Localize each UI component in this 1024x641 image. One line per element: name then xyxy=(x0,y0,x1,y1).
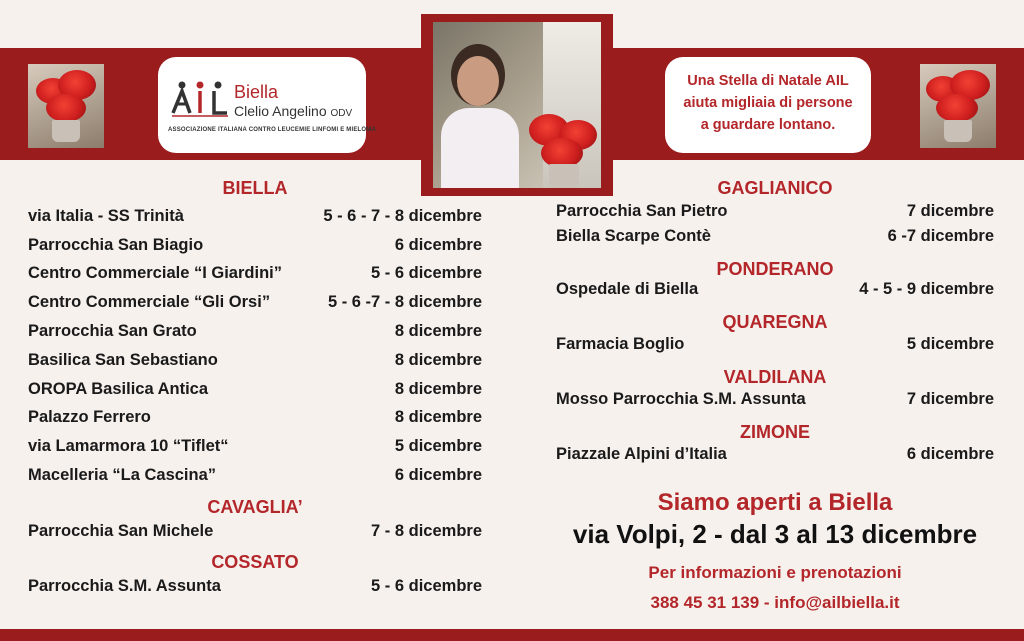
open-address: via Volpi, 2 - dal 3 al 13 dicembre xyxy=(572,519,978,549)
list-item-place: Biella Scarpe Contè xyxy=(556,227,711,245)
list-item-dates: 7 dicembre xyxy=(906,390,994,408)
slogan-line-2: aiuta migliaia di persone xyxy=(683,95,853,111)
section-heading-cossato: COSSATO xyxy=(211,552,299,572)
list-item-place: via Italia - SS Trinità xyxy=(28,207,184,225)
ail-logo-card xyxy=(158,57,376,153)
list-item-place: OROPA Basilica Antica xyxy=(28,380,209,398)
list-item-place: Centro Commerciale “I Giardini” xyxy=(28,264,282,282)
poinsettia-photo-left xyxy=(28,64,104,148)
list-item-dates: 8 dicembre xyxy=(394,380,482,398)
list-item-dates: 8 dicembre xyxy=(394,322,482,340)
list-item-dates: 5 - 6 dicembre xyxy=(371,264,482,282)
list-item-place: Macelleria “La Cascina” xyxy=(28,466,217,484)
section-heading-ponderano: PONDERANO xyxy=(716,259,834,279)
logo-subtitle-name: Clelio Angelino xyxy=(234,103,327,119)
ail-logo-icon xyxy=(170,79,230,117)
list-item-dates: 5 - 6 -7 - 8 dicembre xyxy=(327,293,482,311)
contact-line: 388 45 31 139 - info@ailbiella.it xyxy=(650,593,900,612)
list-item-place: Parrocchia San Grato xyxy=(28,322,197,340)
bottom-red-band xyxy=(0,629,1024,641)
list-item-dates: 6 dicembre xyxy=(906,445,994,463)
logo-odv: ODV xyxy=(330,108,353,119)
list-item-place: via Lamarmora 10 “Tiflet“ xyxy=(28,437,229,455)
list-item-place: Palazzo Ferrero xyxy=(28,408,151,426)
section-heading-zimone: ZIMONE xyxy=(740,422,810,442)
list-item-place: Centro Commerciale “Gli Orsi” xyxy=(28,293,271,311)
logo-title: Biella xyxy=(234,82,279,102)
list-item-dates: 5 dicembre xyxy=(394,437,482,455)
list-item-dates: 8 dicembre xyxy=(394,408,482,426)
list-item-place: Parrocchia San Michele xyxy=(28,522,214,540)
list-item-dates: 5 dicembre xyxy=(906,335,994,353)
section-heading-quaregna: QUAREGNA xyxy=(722,312,828,332)
poinsettia-photo-right xyxy=(920,64,996,148)
list-item-place: Piazzale Alpini d’Italia xyxy=(556,445,727,463)
section-heading-cavaglia: CAVAGLIA’ xyxy=(207,497,303,517)
list-item-dates: 7 - 8 dicembre xyxy=(371,522,482,540)
list-item-dates: 5 - 6 - 7 - 8 dicembre xyxy=(323,207,482,225)
logo-subtitle xyxy=(234,103,352,119)
section-heading-biella: BIELLA xyxy=(222,178,288,198)
campaign-photo xyxy=(433,22,601,188)
list-item-dates: 6 dicembre xyxy=(394,466,482,484)
list-item-dates: 5 - 6 dicembre xyxy=(371,577,482,595)
open-title: Siamo aperti a Biella xyxy=(657,489,893,516)
list-item-dates: 8 dicembre xyxy=(394,351,482,369)
list-item-place: Ospedale di Biella xyxy=(556,280,699,298)
section-heading-valdilana: VALDILANA xyxy=(723,367,827,387)
list-item-place: Farmacia Boglio xyxy=(556,335,685,353)
list-item-dates: 4 - 5 - 9 dicembre xyxy=(859,280,994,298)
list-item-place: Parrocchia San Biagio xyxy=(28,236,204,254)
info-heading: Per informazioni e prenotazioni xyxy=(648,563,902,582)
list-item-place: Parrocchia S.M. Assunta xyxy=(28,577,221,595)
logo-association-line: ASSOCIAZIONE ITALIANA CONTRO LEUCEMIE LINFOMI E MIELOMA xyxy=(168,127,376,133)
slogan-card xyxy=(665,57,871,153)
list-item-place: Basilica San Sebastiano xyxy=(28,351,218,369)
list-item-dates: 6 dicembre xyxy=(394,236,482,254)
list-item-dates: 7 dicembre xyxy=(906,202,994,220)
list-item-dates: 6 -7 dicembre xyxy=(887,227,994,245)
slogan-line-3: a guardare lontano. xyxy=(700,117,836,133)
slogan-line-1: Una Stella di Natale AIL xyxy=(687,73,849,89)
list-item-place: Parrocchia San Pietro xyxy=(556,202,728,220)
list-item-place: Mosso Parrocchia S.M. Assunta xyxy=(556,390,806,408)
section-heading-gaglianico: GAGLIANICO xyxy=(717,178,833,198)
